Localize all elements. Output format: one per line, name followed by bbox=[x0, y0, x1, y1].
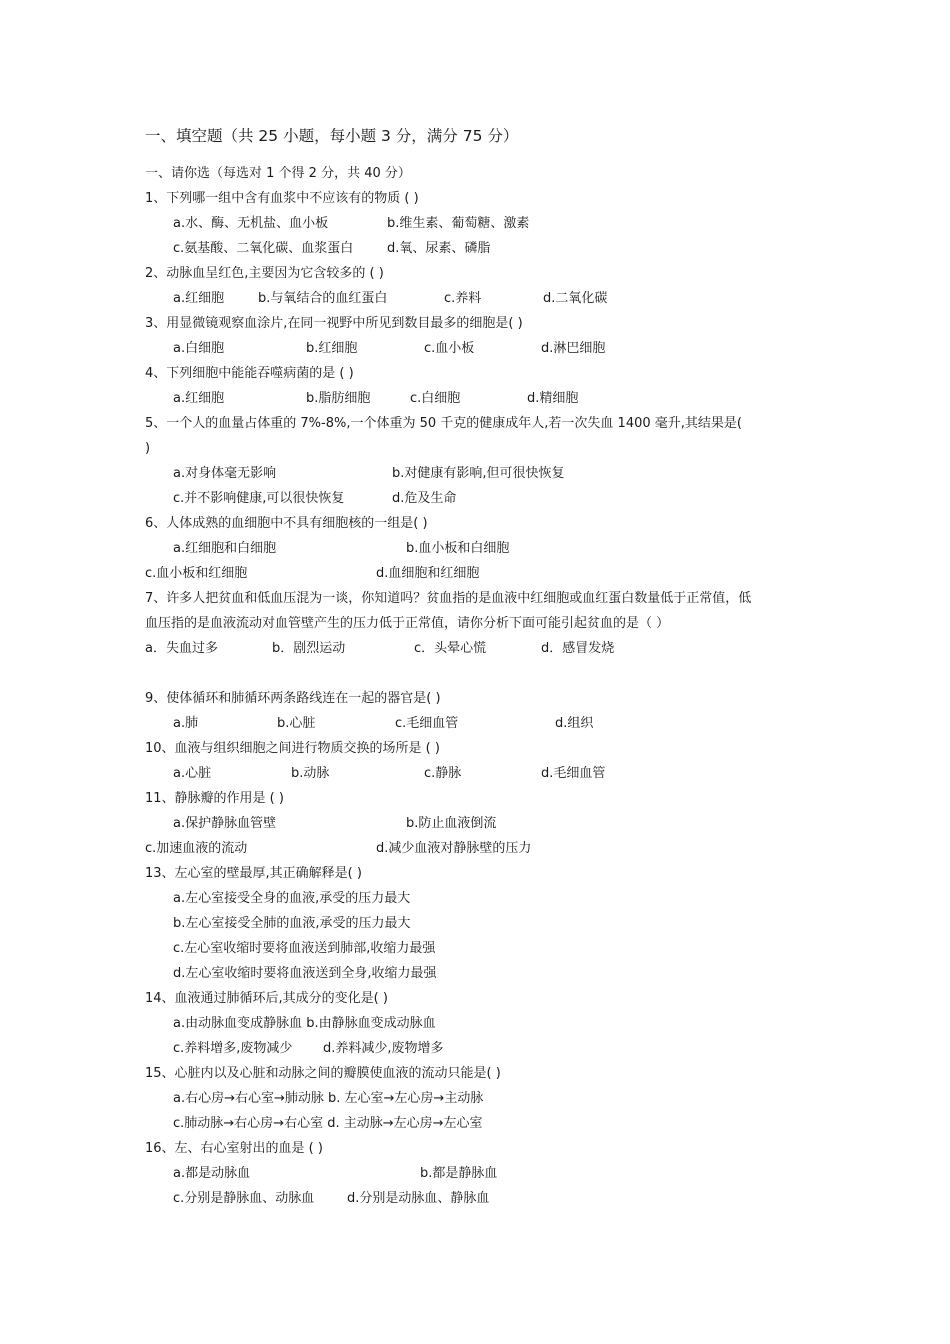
subsection-title: 一、请你选（每选对 1 个得 2 分，共 40 分） bbox=[145, 166, 411, 181]
option-c-d: c.肺动脉→右心房→右心室 d. 主动脉→左心房→左心室 bbox=[173, 1116, 483, 1131]
option-c: c.血小板 bbox=[424, 341, 475, 356]
option-a: a.红细胞和白细胞 bbox=[173, 541, 277, 556]
option-a: a.水、酶、无机盐、血小板 bbox=[173, 216, 329, 231]
section-title: 一、填空题（共 25 小题，每小题 3 分，满分 75 分） bbox=[145, 127, 519, 145]
question-stem: 14、血液通过肺循环后,其成分的变化是( ) bbox=[145, 991, 388, 1006]
question-stem: 3、用显微镜观察血涂片,在同一视野中所见到数目最多的细胞是( ) bbox=[145, 316, 523, 331]
option-a: a.保护静脉血管壁 bbox=[173, 816, 277, 831]
option-a: a.红细胞 bbox=[173, 291, 225, 306]
option-d: d.淋巴细胞 bbox=[541, 341, 606, 356]
question-stem: 15、心脏内以及心脏和动脉之间的瓣膜使血液的流动只能是( ) bbox=[145, 1066, 501, 1081]
option-a: a.心脏 bbox=[173, 766, 212, 781]
option-a: a.左心室接受全身的血液,承受的压力最大 bbox=[173, 891, 411, 906]
option-c: c.血小板和红细胞 bbox=[145, 566, 248, 581]
option-c: c．头晕心慌 bbox=[414, 641, 487, 656]
option-a: a．失血过多 bbox=[145, 641, 218, 656]
option-d: d.二氧化碳 bbox=[543, 291, 608, 306]
option-c: c.养料 bbox=[444, 291, 482, 306]
question-stem-continued: 血压指的是血液流动对血管壁产生的压力低于正常值，请你分析下面可能引起贫血的是（ ） bbox=[145, 616, 670, 631]
option-c: c.加速血液的流动 bbox=[145, 841, 248, 856]
option-b: b.动脉 bbox=[291, 766, 330, 781]
question-stem: 5、一个人的血量占体重的 7%-8%,一个体重为 50 千克的健康成年人,若一次失血 1400 毫升,其结果是( bbox=[145, 416, 742, 431]
option-a: a.对身体毫无影响 bbox=[173, 466, 277, 481]
option-c: c.并不影响健康,可以很快恢复 bbox=[173, 491, 345, 506]
option-d: d.毛细血管 bbox=[541, 766, 606, 781]
question-stem: 11、静脉瓣的作用是 ( ) bbox=[145, 791, 284, 806]
option-c: c.左心室收缩时要将血液送到肺部,收缩力最强 bbox=[173, 941, 436, 956]
question-stem: 6、人体成熟的血细胞中不具有细胞核的一组是( ) bbox=[145, 516, 428, 531]
option-b: b.左心室接受全肺的血液,承受的压力最大 bbox=[173, 916, 411, 931]
option-c: c.分别是静脉血、动脉血 bbox=[173, 1191, 315, 1206]
option-b: b.血小板和白细胞 bbox=[406, 541, 510, 556]
option-d: d.左心室收缩时要将血液送到全身,收缩力最强 bbox=[173, 966, 437, 981]
option-d: d.分别是动脉血、静脉血 bbox=[347, 1191, 490, 1206]
question-stem-continued: ) bbox=[145, 441, 151, 456]
option-c: c.白细胞 bbox=[410, 391, 461, 406]
option-d: d.危及生命 bbox=[392, 491, 457, 506]
option-d: d.组织 bbox=[555, 716, 594, 731]
question-stem: 13、左心室的壁最厚,其正确解释是( ) bbox=[145, 866, 362, 881]
question-stem: 1、下列哪一组中含有血浆中不应该有的物质 ( ) bbox=[145, 191, 419, 206]
question-stem: 7、许多人把贫血和低血压混为一谈，你知道吗？贫血指的是血液中红细胞或血红蛋白数量低于正常值，低 bbox=[145, 591, 752, 606]
option-b: b.对健康有影响,但可很快恢复 bbox=[392, 466, 565, 481]
option-a-b: a.右心房→右心室→肺动脉 b. 左心室→左心房→主动脉 bbox=[173, 1091, 484, 1106]
question-stem: 4、下列细胞中能能吞噬病菌的是 ( ) bbox=[145, 366, 354, 381]
option-d: d.养料减少,废物增多 bbox=[323, 1041, 444, 1056]
option-d: d.血细胞和红细胞 bbox=[376, 566, 480, 581]
option-c: c.毛细血管 bbox=[395, 716, 459, 731]
question-stem: 16、左、右心室射出的血是 ( ) bbox=[145, 1141, 323, 1156]
option-a: a.白细胞 bbox=[173, 341, 225, 356]
option-d: d.氧、尿素、磷脂 bbox=[387, 241, 491, 256]
option-b: b.维生素、葡萄糖、激素 bbox=[387, 216, 530, 231]
option-b: b.脂肪细胞 bbox=[306, 391, 371, 406]
option-a: a.肺 bbox=[173, 716, 199, 731]
option-d: d.精细胞 bbox=[527, 391, 579, 406]
option-d: d.减少血液对静脉壁的压力 bbox=[376, 841, 532, 856]
option-b: b．剧烈运动 bbox=[272, 641, 346, 656]
question-stem: 10、血液与组织细胞之间进行物质交换的场所是 ( ) bbox=[145, 741, 440, 756]
option-c: c.养料增多,废物减少 bbox=[173, 1041, 293, 1056]
option-a: a.都是动脉血 bbox=[173, 1166, 251, 1181]
option-a: a.红细胞 bbox=[173, 391, 225, 406]
option-a-b: a.由动脉血变成静脉血 b.由静脉血变成动脉血 bbox=[173, 1016, 436, 1031]
option-b: b.心脏 bbox=[277, 716, 316, 731]
option-c: c.氨基酸、二氧化碳、血浆蛋白 bbox=[173, 241, 354, 256]
question-stem: 9、使体循环和肺循环两条路线连在一起的器官是( ) bbox=[145, 691, 441, 706]
option-b: b.红细胞 bbox=[306, 341, 358, 356]
option-b: b.防止血液倒流 bbox=[406, 816, 497, 831]
option-b: b.与氧结合的血红蛋白 bbox=[258, 291, 388, 306]
option-b: b.都是静脉血 bbox=[420, 1166, 498, 1181]
question-stem: 2、动脉血呈红色,主要因为它含较多的 ( ) bbox=[145, 266, 384, 281]
option-d: d．感冒发烧 bbox=[541, 641, 615, 656]
option-c: c.静脉 bbox=[424, 766, 462, 781]
